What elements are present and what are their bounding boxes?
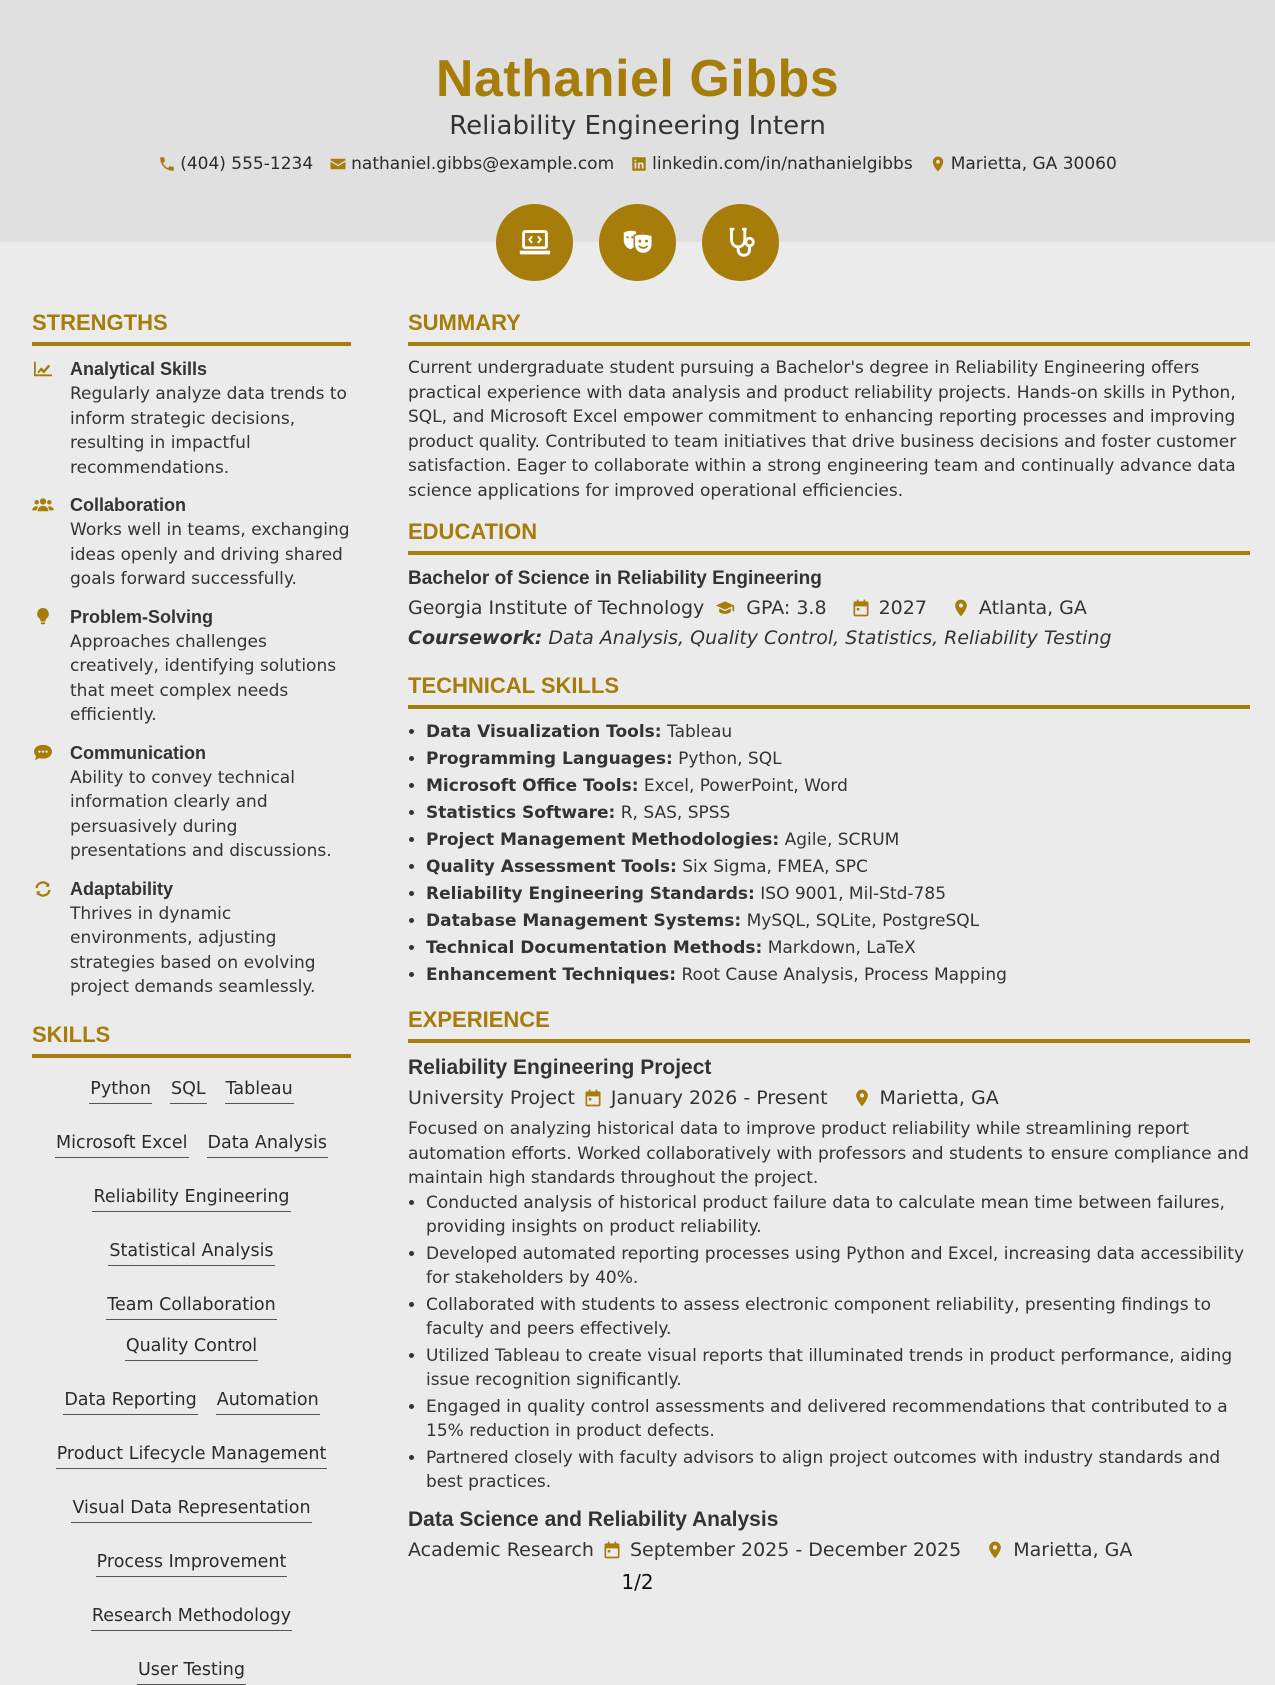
stethoscope-icon bbox=[702, 204, 779, 281]
skill-tag: Automation bbox=[216, 1387, 320, 1415]
coursework bbox=[408, 623, 1250, 653]
tech-skill-value: Agile, SCRUM bbox=[784, 830, 900, 850]
email-text[interactable]: nathaniel.gibbs@example.com bbox=[351, 154, 615, 174]
comment-dots-icon bbox=[32, 744, 54, 762]
list-item: • Utilized Tableau to create visual reports that illuminated trends in product performance, aiding issue recognition significantly. bbox=[426, 1344, 1250, 1393]
strength-title: Problem-Solving bbox=[70, 606, 214, 627]
lightbulb-icon bbox=[32, 608, 54, 626]
tech-skill-value: Tableau bbox=[667, 722, 733, 742]
skill-tag: Research Methodology bbox=[91, 1603, 292, 1631]
page-number: 1/2 bbox=[621, 1570, 654, 1594]
graduation-cap-icon bbox=[712, 598, 738, 618]
tech-skill-label: Data Visualization Tools: bbox=[426, 722, 662, 742]
summary-heading: SUMMARY bbox=[408, 308, 1250, 346]
job-title: Reliability Engineering Project bbox=[408, 1056, 712, 1079]
candidate-role: Reliability Engineering Intern bbox=[449, 111, 826, 141]
strength-description: Ability to convey technical information clearly and persuasively during presentations and discussions. bbox=[70, 767, 332, 861]
tech-skill-label: Project Management Methodologies: bbox=[426, 830, 780, 850]
tech-skill-value: Excel, PowerPoint, Word bbox=[643, 776, 848, 796]
skill-tag: User Testing bbox=[137, 1657, 246, 1685]
list-item bbox=[426, 908, 1250, 935]
job-bullets bbox=[408, 1191, 1250, 1495]
map-marker-icon bbox=[951, 598, 971, 618]
strength-item bbox=[32, 356, 351, 480]
skills-heading: SKILLS bbox=[32, 1020, 351, 1058]
skill-tag: Microsoft Excel bbox=[55, 1130, 189, 1158]
school-location: Atlanta, GA bbox=[978, 597, 1087, 619]
tech-skill-value: Python, SQL bbox=[678, 749, 782, 769]
list-item bbox=[426, 881, 1250, 908]
tech-skill-label: Programming Languages: bbox=[426, 749, 673, 769]
tech-skill-label: Quality Assessment Tools: bbox=[426, 857, 677, 877]
tech-skill-label: Enhancement Techniques: bbox=[426, 965, 677, 985]
list-item: • Partnered closely with faculty advisors to align project outcomes with industry standards and best practices. bbox=[426, 1446, 1250, 1495]
skill-tag: Data Analysis bbox=[207, 1130, 328, 1158]
contact-bar bbox=[0, 152, 1275, 176]
location-text: Marietta, GA 30060 bbox=[950, 154, 1117, 174]
tech-skill-value: Root Cause Analysis, Process Mapping bbox=[681, 965, 1007, 985]
job-meta bbox=[408, 1083, 1250, 1113]
strength-description: Thrives in dynamic environments, adjusting strategies based on evolving project demands seamlessly. bbox=[70, 903, 316, 997]
tech-skill-value: Markdown, LaTeX bbox=[767, 938, 916, 958]
strength-title: Adaptability bbox=[70, 878, 174, 899]
map-marker-icon bbox=[929, 155, 947, 173]
tech-skill-label: Microsoft Office Tools: bbox=[426, 776, 639, 796]
linkedin-icon bbox=[630, 155, 648, 173]
skill-tag: Tableau bbox=[225, 1076, 294, 1104]
skill-tag: Quality Control bbox=[125, 1333, 258, 1361]
strength-description: Works well in teams, exchanging ideas openly and driving shared goals forward successfully. bbox=[70, 520, 350, 589]
strength-item bbox=[32, 876, 351, 1000]
theater-masks-icon bbox=[599, 204, 676, 281]
list-item bbox=[426, 962, 1250, 989]
job-dates: September 2025 - December 2025 bbox=[629, 1538, 962, 1561]
contact-email[interactable] bbox=[329, 152, 614, 176]
users-icon bbox=[32, 496, 54, 514]
skill-tag: Visual Data Representation bbox=[71, 1495, 311, 1523]
left-column bbox=[32, 308, 351, 1685]
strength-description: Regularly analyze data trends to inform strategic decisions, resulting in impactful recommendations. bbox=[70, 384, 347, 478]
laptop-code-icon bbox=[496, 204, 573, 281]
strength-item bbox=[32, 492, 351, 592]
strength-item bbox=[32, 740, 351, 864]
experience-heading: EXPERIENCE bbox=[408, 1005, 1250, 1043]
list-item bbox=[426, 827, 1250, 854]
list-item: • Developed automated reporting processes using Python and Excel, increasing data accessibility for stakeholders by 40%. bbox=[426, 1242, 1250, 1291]
chart-line-icon bbox=[32, 360, 54, 378]
job-location: Marietta, GA bbox=[879, 1087, 999, 1109]
technical-skills-list bbox=[408, 719, 1250, 989]
tech-skill-label: Database Management Systems: bbox=[426, 911, 742, 931]
skill-tag: SQL bbox=[170, 1076, 207, 1104]
skill-tag: Python bbox=[89, 1076, 152, 1104]
strength-title: Analytical Skills bbox=[70, 359, 208, 379]
map-marker-icon bbox=[985, 1540, 1005, 1560]
linkedin-text[interactable]: linkedin.com/in/nathanielgibbs bbox=[652, 154, 913, 174]
envelope-icon bbox=[329, 155, 347, 173]
contact-phone bbox=[158, 152, 313, 176]
education-meta bbox=[408, 593, 1250, 623]
skill-tag: Process Improvement bbox=[96, 1549, 288, 1577]
job-dates: January 2026 - Present bbox=[610, 1087, 828, 1109]
education-heading: EDUCATION bbox=[408, 517, 1250, 555]
gpa-text: GPA: 3.8 bbox=[746, 597, 827, 619]
job-org: University Project bbox=[408, 1087, 575, 1109]
list-item bbox=[426, 800, 1250, 827]
skill-tag: Data Reporting bbox=[63, 1387, 197, 1415]
strength-title: Collaboration bbox=[70, 495, 186, 515]
tech-skill-value: MySQL, SQLite, PostgreSQL bbox=[746, 911, 980, 931]
list-item bbox=[426, 746, 1250, 773]
phone-text: (404) 555-1234 bbox=[180, 154, 314, 174]
calendar-icon bbox=[602, 1540, 622, 1560]
list-item bbox=[426, 935, 1250, 962]
list-item bbox=[426, 773, 1250, 800]
list-item: • Collaborated with students to assess electronic component reliability, presenting findings to faculty and peers effectively. bbox=[426, 1293, 1250, 1342]
list-item: • Engaged in quality control assessments and delivered recommendations that contributed to a 15% reduction in product defects. bbox=[426, 1395, 1250, 1444]
skill-tag: Statistical Analysis bbox=[108, 1238, 274, 1266]
tech-skill-label: Statistics Software: bbox=[426, 803, 616, 823]
coursework-label: Coursework: bbox=[408, 627, 543, 649]
map-marker-icon bbox=[852, 1088, 872, 1108]
calendar-icon bbox=[851, 598, 871, 618]
strengths-heading: STRENGTHS bbox=[32, 308, 351, 346]
job-title: Data Science and Reliability Analysis bbox=[408, 1507, 779, 1531]
skill-tag: Team Collaboration bbox=[106, 1292, 276, 1320]
strength-title: Communication bbox=[70, 742, 207, 763]
contact-linkedin[interactable] bbox=[630, 152, 913, 176]
job-description: Focused on analyzing historical data to improve product reliability while streamlining report automation efforts. Worked collaboratively with professors and students to ensure compliance and maintain high standards throughout the project. bbox=[408, 1119, 1249, 1188]
job-meta bbox=[408, 1535, 1250, 1565]
tech-skill-label: Technical Documentation Methods: bbox=[426, 938, 763, 958]
sync-icon bbox=[32, 880, 54, 898]
phone-icon bbox=[158, 155, 176, 173]
contact-location bbox=[929, 152, 1117, 176]
school-name: Georgia Institute of Technology bbox=[408, 597, 705, 619]
tech-skill-value: Six Sigma, FMEA, SPC bbox=[682, 857, 868, 877]
tech-skill-value: R, SAS, SPSS bbox=[620, 803, 731, 823]
job-location: Marietta, GA bbox=[1013, 1538, 1133, 1561]
technical-skills-heading: TECHNICAL SKILLS bbox=[408, 671, 1250, 709]
interest-icons bbox=[0, 204, 1275, 281]
tech-skill-label: Reliability Engineering Standards: bbox=[426, 884, 755, 904]
degree-title: Bachelor of Science in Reliability Engineering bbox=[408, 568, 822, 589]
candidate-name: Nathaniel Gibbs bbox=[435, 50, 840, 108]
summary-text: Current undergraduate student pursuing a Bachelor's degree in Reliability Engineering offers practical experience with data analysis and product reliability projects. Hands-on skills in Python, SQL, and Microsoft Excel empower commitment to enhancing reporting processes and improving product quality. Contributed to team initiatives that drive business decisions and foster customer satisfaction. Eager to collaborate within a strong engineering team and continually advance data science applications for improved operational efficiencies. bbox=[408, 358, 1237, 501]
graduation-year: 2027 bbox=[878, 597, 927, 619]
skill-tag: Reliability Engineering bbox=[92, 1184, 290, 1212]
calendar-icon bbox=[583, 1088, 603, 1108]
tech-skill-value: ISO 9001, Mil-Std-785 bbox=[760, 884, 947, 904]
coursework-list: Data Analysis, Quality Control, Statistics, Reliability Testing bbox=[548, 627, 1112, 649]
right-column bbox=[408, 308, 1250, 1565]
list-item bbox=[426, 719, 1250, 746]
job-org: Academic Research bbox=[408, 1538, 594, 1561]
list-item bbox=[426, 854, 1250, 881]
strength-description: Approaches challenges creatively, identifying solutions that meet complex needs efficiently. bbox=[70, 631, 337, 725]
list-item: • Conducted analysis of historical product failure data to calculate mean time between failures, providing insights on product reliability. bbox=[426, 1191, 1250, 1240]
strength-item bbox=[32, 604, 351, 728]
skill-tag: Product Lifecycle Management bbox=[56, 1441, 328, 1469]
